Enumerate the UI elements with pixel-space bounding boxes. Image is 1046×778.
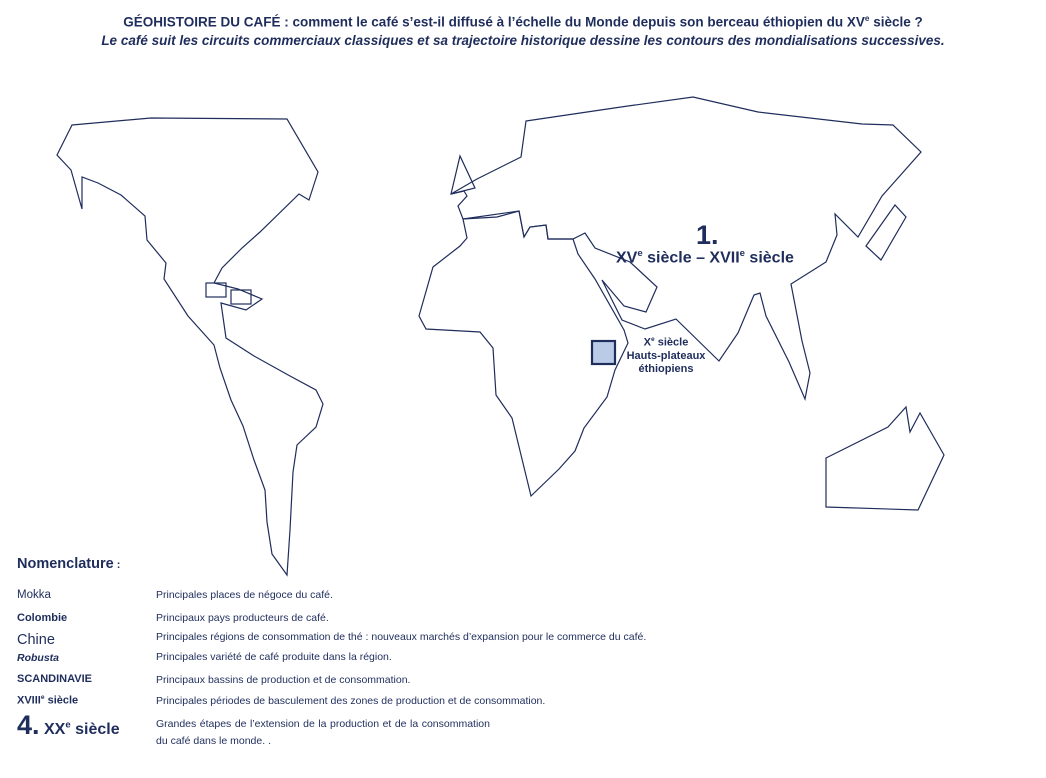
legend-desc-basins: Principaux bassins de production et de consommation. [156, 674, 411, 686]
origin-place-line2: éthiopiens [638, 362, 694, 375]
caribbean-island-2 [231, 290, 251, 304]
americas-outline [57, 118, 323, 575]
origin-place-line1: Hauts-plateaux [626, 349, 706, 362]
origin-century: Xe siècle [643, 336, 689, 349]
legend-key-robusta: Robusta [17, 652, 59, 664]
australia-outline [826, 407, 944, 510]
legend-key-chine: Chine [17, 632, 55, 648]
stage-1-number: 1. [696, 220, 719, 250]
legend-key-mokka: Mokka [17, 589, 51, 601]
legend-desc-coffee-variety: Principales variété de café produite dans la région. [156, 651, 392, 663]
scandinavia-peninsula [451, 156, 475, 194]
page-subtitle: Le café suit les circuits commerciaux classiques et sa trajectoire historique dessine les contours des mondialisations successives. [101, 33, 945, 48]
legend-desc-tea-regions: Principales régions de consommation de thé : nouveaux marchés d’expansion pour le commerce du café. [156, 631, 647, 643]
ethiopia-origin-marker [592, 341, 615, 364]
legend-title: Nomenclature : [17, 556, 121, 572]
ethiopia-origin-label [622, 333, 710, 376]
legend-key-colombie: Colombie [17, 612, 68, 624]
stage-1-period: XVe siècle – XVIIe siècle [616, 248, 794, 267]
legend-desc-shift-periods: Principales périodes de basculement des zones de production et de consommation. [156, 695, 546, 707]
legend-desc-producer-countries: Principaux pays producteurs de café. [156, 612, 329, 624]
legend-desc-extension-stages: Grandes étapes de l’extension de la production et de la consommation du café dans le monde. . [156, 718, 490, 747]
legend-desc-trading-places: Principales places de négoce du café. [156, 589, 333, 601]
legend-key-scandinavie: SCANDINAVIE [17, 673, 92, 685]
legend-key-stage: 4. XXe siècle [17, 710, 120, 740]
legend-key-xviii-siecle: XVIIIe siècle [17, 694, 79, 707]
page-title: GÉOHISTOIRE DU CAFÉ : comment le café s’est-il diffusé à l’échelle du Monde depuis son berceau éthiopien du XVe siècle ? [123, 14, 923, 30]
